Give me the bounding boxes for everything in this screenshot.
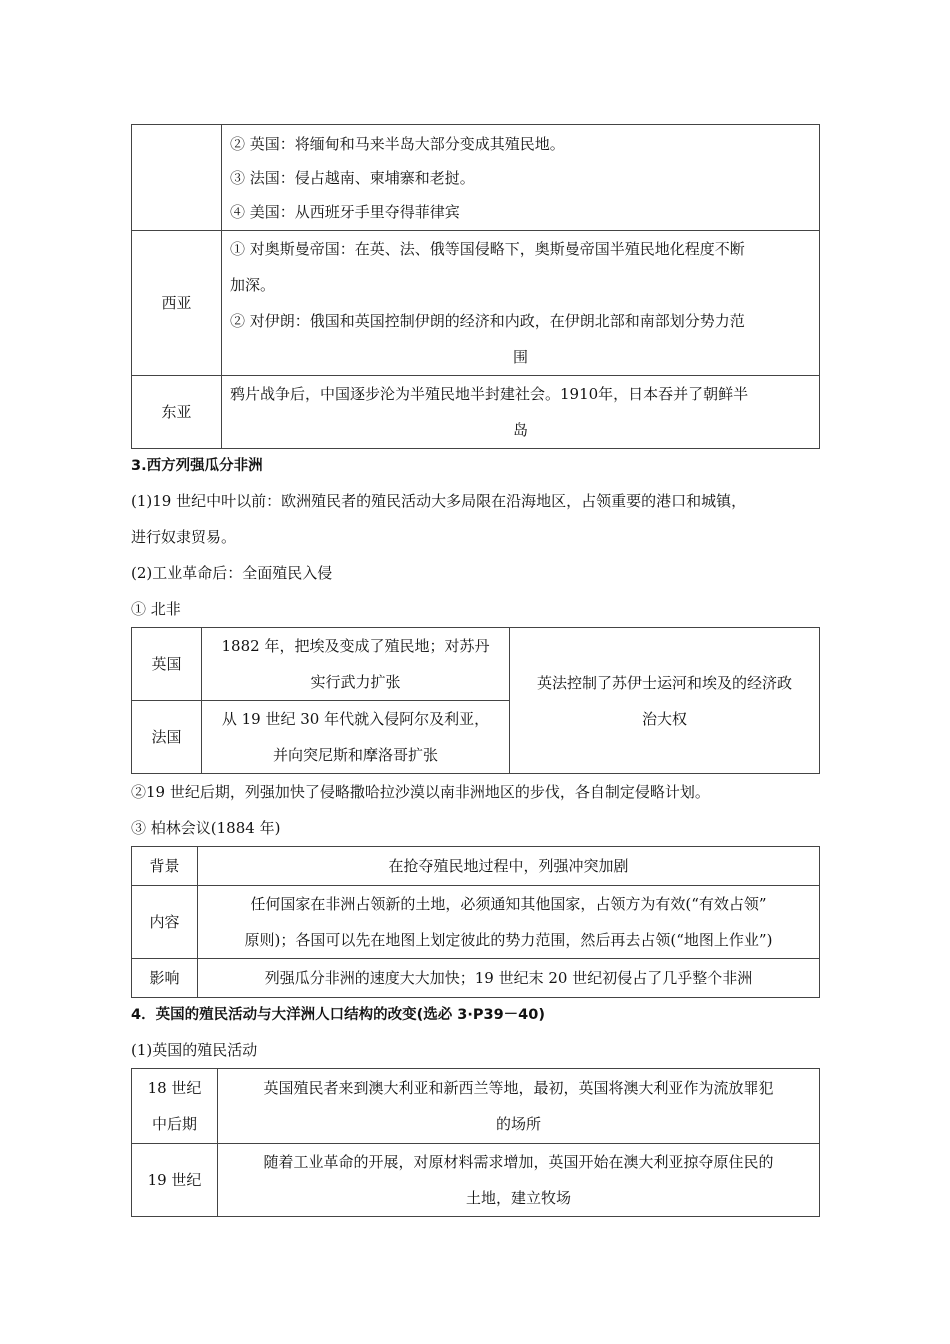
row-content — [202, 628, 510, 701]
text-line: 英法控制了苏伊士运河和埃及的经济政 — [536, 673, 792, 692]
row-label: 影响 — [132, 959, 198, 998]
row-label: 西亚 — [132, 231, 222, 376]
british-colonial-table — [131, 1068, 820, 1217]
text-line: ③ 法国：侵占越南、柬埔寨和老挝。 — [230, 168, 475, 187]
table-row — [132, 1069, 820, 1144]
row-content — [198, 886, 820, 959]
text-line: 加深。 — [230, 276, 276, 294]
table-row — [132, 628, 820, 701]
asia-table — [131, 124, 820, 449]
row-content: 列强瓜分非洲的速度大大加快；19 世纪末 20 世纪初侵占了几乎整个非洲 — [198, 959, 820, 998]
table-row — [132, 376, 820, 449]
text-line: 18 世纪 — [147, 1079, 202, 1097]
paragraph: 进行奴隶贸易。 — [131, 528, 237, 546]
row-label — [132, 125, 222, 231]
row-content — [222, 231, 820, 376]
row-label — [132, 1144, 218, 1217]
row-content: 在抢夺殖民地过程中，列强冲突加剧 — [198, 847, 820, 886]
text-line: 的场所 — [495, 1115, 541, 1133]
text-line: 中后期 — [151, 1115, 197, 1133]
text-line: 并向突尼斯和摩洛哥扩张 — [272, 746, 438, 764]
paragraph: ① 北非 — [131, 600, 181, 618]
paragraph: ②19 世纪后期，列强加快了侵略撒哈拉沙漠以南非洲地区的步伐，各自制定侵略计划。 — [131, 783, 710, 801]
text-line: 岛 — [512, 421, 528, 439]
text-line: ② 英国：将缅甸和马来半岛大部分变成其殖民地。 — [230, 134, 565, 153]
row-content — [202, 701, 510, 774]
text-line: ④ 美国：从西班牙手里夺得菲律宾 — [230, 202, 460, 221]
table-row — [132, 1144, 820, 1217]
paragraph: (1)英国的殖民活动 — [131, 1041, 258, 1059]
table-row — [132, 886, 820, 959]
row-content — [218, 1069, 820, 1144]
row-label — [132, 1069, 218, 1144]
table-row — [132, 231, 820, 376]
text-line: 1882 年，把埃及变成了殖民地；对苏丹 — [221, 637, 490, 655]
text-line: ① 对奥斯曼帝国：在英、法、俄等国侵略下，奥斯曼帝国半殖民地化程度不断 — [230, 240, 745, 258]
row-content — [218, 1144, 820, 1217]
text-line: 原则)；各国可以先在地图上划定彼此的势力范围，然后再去占领(“地图上作业”) — [244, 931, 773, 949]
berlin-conference-table — [131, 846, 820, 998]
text-line: 鸦片战争后，中国逐步沦为半殖民地半封建社会。1910年，日本吞并了朝鲜半 — [230, 385, 749, 403]
text-line: 随着工业革命的开展，对原材料需求增加，英国开始在澳大利亚掠夺原住民的 — [263, 1153, 774, 1171]
section-heading: 4．英国的殖民活动与大洋洲人口结构的改变(选必 3·P39－40) — [131, 1007, 545, 1023]
text-line: 从 19 世纪 30 年代就入侵阿尔及利亚， — [221, 710, 490, 728]
row-label: 背景 — [132, 847, 198, 886]
paragraph: (1)19 世纪中叶以前：欧洲殖民者的殖民活动大多局限在沿海地区，占领重要的港口和城镇， — [131, 492, 747, 510]
text-line: 英国殖民者来到澳大利亚和新西兰等地，最初，英国将澳大利亚作为流放罪犯 — [263, 1079, 774, 1097]
row-label: 法国 — [132, 701, 202, 774]
paragraph: (2)工业革命后：全面殖民入侵 — [131, 564, 333, 582]
text-line: 围 — [512, 348, 528, 366]
section-heading: 3.西方列强瓜分非洲 — [131, 458, 263, 474]
row-label: 英国 — [132, 628, 202, 701]
text-line: 实行武力扩张 — [310, 673, 401, 691]
table-row — [132, 847, 820, 886]
row-content — [222, 125, 820, 231]
document-page — [131, 124, 819, 1217]
paragraph: ③ 柏林会议(1884 年) — [131, 819, 281, 837]
text-line: 19 世纪 — [147, 1171, 202, 1189]
table-row — [132, 959, 820, 998]
text-line: 土地，建立牧场 — [465, 1189, 571, 1207]
row-label: 东亚 — [132, 376, 222, 449]
row-label: 内容 — [132, 886, 198, 959]
text-line: 任何国家在非洲占领新的土地，必须通知其他国家，占领方为有效(“有效占领” — [250, 895, 767, 913]
text-line: ② 对伊朗：俄国和英国控制伊朗的经济和内政，在伊朗北部和南部划分势力范 — [230, 312, 745, 330]
north-africa-table — [131, 627, 820, 774]
text-line: 治大权 — [641, 709, 687, 728]
result-cell — [510, 628, 820, 774]
row-content — [222, 376, 820, 449]
table-row — [132, 125, 820, 231]
